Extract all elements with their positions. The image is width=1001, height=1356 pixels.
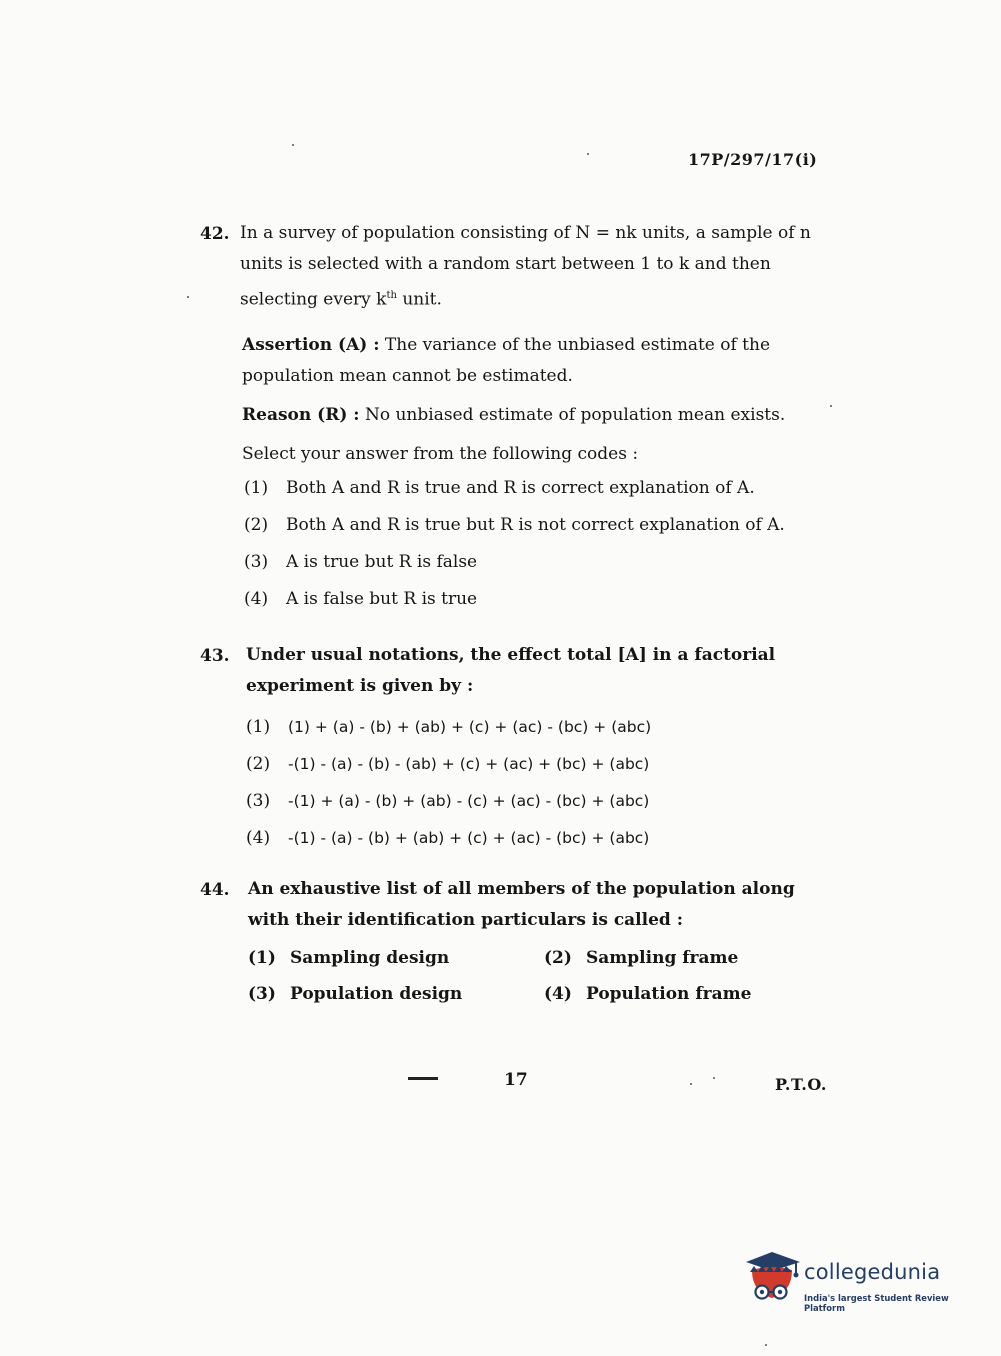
option[interactable]: (4) Population frame bbox=[544, 984, 752, 1004]
scan-speck bbox=[587, 153, 589, 155]
reason: Reason (R) : No unbiased estimate of population mean exists. bbox=[242, 404, 786, 425]
option[interactable]: (3) -(1) + (a) - (b) + (ab) - (c) + (ac) - (bc) + (abc) bbox=[246, 790, 650, 811]
option[interactable]: (1) Both A and R is true and R is correct explanation of A. bbox=[244, 478, 755, 499]
superscript: th bbox=[386, 290, 397, 301]
scan-speck bbox=[713, 1077, 715, 1079]
brand-name: collegedunia bbox=[804, 1260, 941, 1284]
scan-speck bbox=[765, 1344, 767, 1346]
scan-speck bbox=[830, 405, 832, 407]
graduate-mascot-icon bbox=[742, 1248, 804, 1314]
assertion-label: Assertion (A) : bbox=[242, 334, 380, 355]
question-42 bbox=[200, 218, 840, 618]
scan-speck bbox=[690, 1083, 692, 1085]
question-number: 42. bbox=[200, 224, 230, 244]
pto-label: P.T.O. bbox=[775, 1075, 827, 1094]
option[interactable]: (4) -(1) - (a) - (b) + (ab) + (c) + (ac) - (bc) + (abc) bbox=[246, 827, 650, 848]
question-43 bbox=[200, 640, 840, 856]
scan-speck bbox=[292, 144, 294, 146]
option[interactable]: (1) Sampling design bbox=[248, 948, 450, 968]
scan-speck bbox=[187, 296, 189, 298]
instruction: Select your answer from the following codes : bbox=[242, 443, 639, 464]
option[interactable]: (3) Population design bbox=[248, 984, 463, 1004]
option[interactable]: (4) A is false but R is true bbox=[244, 589, 478, 610]
assertion: Assertion (A) : The variance of the unbiased estimate of the population mean cannot be estimated. bbox=[242, 334, 771, 386]
brand-tagline: India's largest Student Review Platform bbox=[804, 1293, 949, 1313]
options-list bbox=[246, 708, 840, 856]
option[interactable]: (2) Sampling frame bbox=[544, 948, 739, 968]
page-number: 17 bbox=[504, 1070, 528, 1090]
question-number: 44. bbox=[200, 880, 230, 900]
question-stem: Under usual notations, the effect total [A] in a factorial experiment is given by : bbox=[246, 645, 776, 696]
reason-label: Reason (R) : bbox=[242, 404, 360, 425]
question-44 bbox=[200, 874, 840, 1012]
paper-code: 17P/297/17(i) bbox=[688, 150, 818, 169]
collegedunia-logo bbox=[742, 1248, 972, 1314]
option[interactable]: (2) -(1) - (a) - (b) - (ab) + (c) + (ac) + (bc) + (abc) bbox=[246, 753, 650, 774]
option[interactable]: (1) (1) + (a) - (b) + (ab) + (c) + (ac) - (bc) + (abc) bbox=[246, 716, 652, 737]
question-stem: In a survey of population consisting of N = nk units, a sample of n units is selected with a random start between 1 to k and then selecting every $k^{th}$ unit. bbox=[240, 223, 811, 310]
option[interactable]: (2) Both A and R is true but R is not correct explanation of A. bbox=[244, 515, 785, 536]
options-grid bbox=[248, 940, 840, 1012]
option[interactable]: (3) A is true but R is false bbox=[244, 552, 478, 573]
options-list bbox=[244, 470, 840, 618]
question-stem: An exhaustive list of all members of the population along with their identification particulars is called : bbox=[248, 879, 795, 930]
question-number: 43. bbox=[200, 646, 230, 666]
footer-dash bbox=[408, 1077, 438, 1080]
